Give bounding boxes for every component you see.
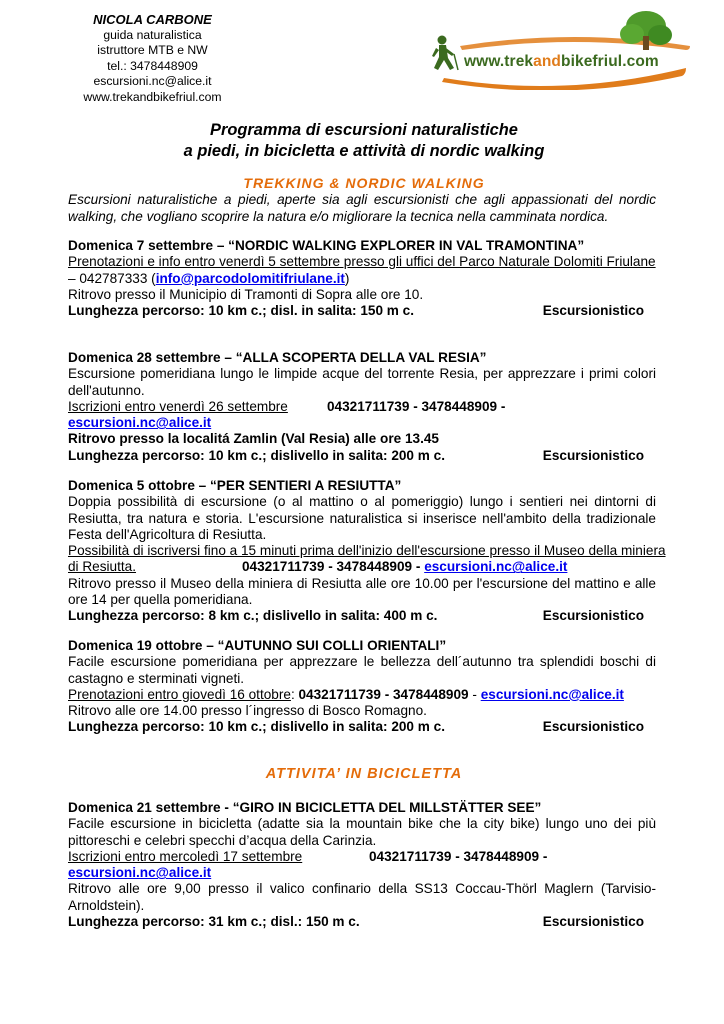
event-meeting: ore 14 per quella pomeridiana. bbox=[68, 592, 253, 608]
event-meeting: Ritrovo alle ore 14.00 presso l´ingresso di Bosco Romagno. bbox=[68, 703, 427, 719]
event-length: Lunghezza percorso: 8 km c.; dislivello in salita: 400 m c. bbox=[68, 608, 438, 624]
event-meeting: Ritrovo presso il Municipio di Tramonti di Sopra alle ore 10. bbox=[68, 286, 424, 302]
event-length-row bbox=[68, 303, 656, 319]
event-signup-row bbox=[68, 399, 656, 415]
event-desc: Resiutta, tra natura e storia. L'escursione naturalistica si inserisce nell'ambito della tradizionale bbox=[68, 510, 656, 526]
event-signup-row: Prenotazioni entro giovedì 16 ottobre: 04321711739 - 3478448909 - escursioni.nc@alice.it bbox=[68, 686, 624, 702]
event-signup: di Resiutta. bbox=[68, 559, 137, 575]
event-signup-row bbox=[68, 849, 656, 865]
event-title: Domenica 7 settembre – “NORDIC WALKING EXPLORER IN VAL TRAMONTINA” bbox=[68, 238, 585, 253]
event-category: Escursionistico bbox=[542, 608, 644, 624]
event-phones: 04321711739 - 3478448909 - bbox=[369, 848, 548, 864]
event-length: Lunghezza percorso: 10 km c.; disl. in salita: 150 m c. bbox=[68, 303, 414, 319]
event-info-contact: – 042787333 (info@parcodolomitifriulane.it) bbox=[68, 270, 350, 286]
contact-block bbox=[70, 12, 235, 106]
event-info: Prenotazioni e info entro venerdì 5 settembre presso gli uffici del Parco Naturale Dolomiti Friulane bbox=[68, 254, 656, 270]
document-title bbox=[70, 120, 658, 162]
event-title: Domenica 5 ottobre – “PER SENTIERI A RESIUTTA” bbox=[68, 478, 402, 493]
title-line1: Programma di escursioni naturalistiche bbox=[210, 121, 518, 139]
event-desc: Escursione pomeridiana lungo le limpide acque del torrente Resia, per apprezzare i primi colori bbox=[68, 366, 656, 382]
email-link[interactable]: info@parcodolomitifriulane.it bbox=[155, 270, 345, 286]
event-signup: Possibilità di iscriversi fino a 15 minuti prima dell'inizio dell'escursione presso il Museo della miniera bbox=[68, 543, 666, 559]
event-signup: Iscrizioni entro mercoledì 17 settembre bbox=[68, 848, 303, 864]
event-category: Escursionistico bbox=[542, 914, 644, 930]
event-title: Domenica 19 ottobre – “AUTUNNO SUI COLLI ORIENTALI” bbox=[68, 638, 447, 653]
email-link[interactable]: escursioni.nc@alice.it bbox=[480, 686, 624, 702]
event-category: Escursionistico bbox=[542, 447, 644, 463]
event-title: Domenica 21 settembre - “GIRO IN BICICLETTA DEL MILLSTÄTTER SEE” bbox=[68, 800, 542, 815]
event-phones: 04321711739 - 3478448909 bbox=[298, 686, 469, 702]
contact-role: guida naturalistica bbox=[103, 27, 202, 42]
contact-name: NICOLA CARBONE bbox=[93, 12, 212, 27]
event-desc: Doppia possibilità di escursione (o al mattino o al pomeriggio) lungo i sentieri nei dintorni di bbox=[68, 494, 656, 510]
event-length: Lunghezza percorso: 10 km c.; dislivello in salita: 200 m c. bbox=[68, 719, 445, 735]
event-desc: castagno e sterminati vigneti. bbox=[68, 670, 245, 686]
event-length-row bbox=[68, 914, 656, 930]
event-millstatter-see bbox=[68, 800, 656, 930]
event-length-row bbox=[68, 448, 656, 464]
contact-email: escursioni.nc@alice.it bbox=[93, 74, 212, 89]
section-heading-trekking: TREKKING & NORDIC WALKING bbox=[243, 175, 485, 191]
event-desc: Facile escursione pomeridiana per apprezzare le bellezza dell´autunno tra splendidi boschi di bbox=[68, 654, 656, 670]
event-nordic-walking bbox=[68, 238, 656, 319]
event-desc: Facile escursione in bicicletta (adatte sia la mountain bike che la city bike) lungo uno dei più bbox=[68, 816, 656, 832]
event-colli-orientali bbox=[68, 638, 656, 736]
section-intro: Escursioni naturalistiche a piedi, aperte sia agli escursionisti che agli appassionati del nordic walking, che vogliano scoprire la natura e/o migliorare la tecnica nella camminata nordica. bbox=[68, 192, 656, 224]
logo-graphic bbox=[424, 10, 696, 90]
logo-text: www.trekandbikefriul.com bbox=[464, 53, 659, 70]
email-link[interactable]: escursioni.nc@alice.it bbox=[424, 559, 568, 575]
event-meeting: Ritrovo presso la localitá Zamlin (Val Resia) alle ore 13.45 bbox=[68, 431, 439, 447]
contact-qualification: istruttore MTB e NW bbox=[97, 43, 208, 58]
event-title: Domenica 28 settembre – “ALLA SCOPERTA DELLA VAL RESIA” bbox=[68, 350, 487, 365]
event-category: Escursionistico bbox=[542, 719, 644, 735]
event-desc: pittoreschi e celebri specchi d’acqua della Carinzia. bbox=[68, 832, 377, 848]
event-meeting: Ritrovo presso il Museo della miniera di Resiutta alle ore 10.00 per l'escursione del mattino e alle bbox=[68, 575, 656, 591]
contact-phone: tel.: 3478448909 bbox=[107, 58, 198, 73]
event-length-row bbox=[68, 608, 656, 624]
event-contacts: 04321711739 - 3478448909 - escursioni.nc@alice.it bbox=[242, 559, 568, 575]
event-category: Escursionistico bbox=[542, 303, 644, 319]
trekandbike-logo bbox=[424, 10, 696, 90]
event-val-resia bbox=[68, 350, 656, 464]
event-email-row bbox=[68, 415, 656, 431]
event-resiutta bbox=[68, 478, 666, 625]
contact-website: www.trekandbikefriul.com bbox=[83, 89, 222, 104]
event-signup-row bbox=[68, 559, 656, 575]
event-email-row bbox=[68, 865, 656, 881]
event-desc: dell'autunno. bbox=[68, 382, 145, 398]
email-link[interactable]: escursioni.nc@alice.it bbox=[68, 865, 212, 881]
event-length: Lunghezza percorso: 10 km c.; dislivello in salita: 200 m c. bbox=[68, 447, 445, 463]
section-heading-bicicletta: ATTIVITA’ IN BICICLETTA bbox=[265, 766, 463, 782]
event-length: Lunghezza percorso: 31 km c.; disl.: 150 m c. bbox=[68, 914, 360, 930]
event-signup: Prenotazioni entro giovedì 16 ottobre bbox=[68, 686, 291, 702]
email-link[interactable]: escursioni.nc@alice.it bbox=[68, 415, 212, 431]
event-desc: Festa dell'Agricoltura di Resiutta. bbox=[68, 526, 267, 542]
swoosh-shape bbox=[442, 68, 686, 90]
event-phones: 04321711739 - 3478448909 - bbox=[327, 398, 506, 414]
event-signup: Iscrizioni entro venerdì 26 settembre bbox=[68, 398, 288, 414]
event-length-row bbox=[68, 719, 656, 735]
event-meeting: Arnoldstein). bbox=[68, 897, 145, 913]
title-line2: a piedi, in bicicletta e attività di nordic walking bbox=[183, 142, 545, 160]
event-meeting: Ritrovo alle ore 9,00 presso il valico confinario della SS13 Coccau-Thörl Maglern (Tarvisio- bbox=[68, 881, 656, 897]
